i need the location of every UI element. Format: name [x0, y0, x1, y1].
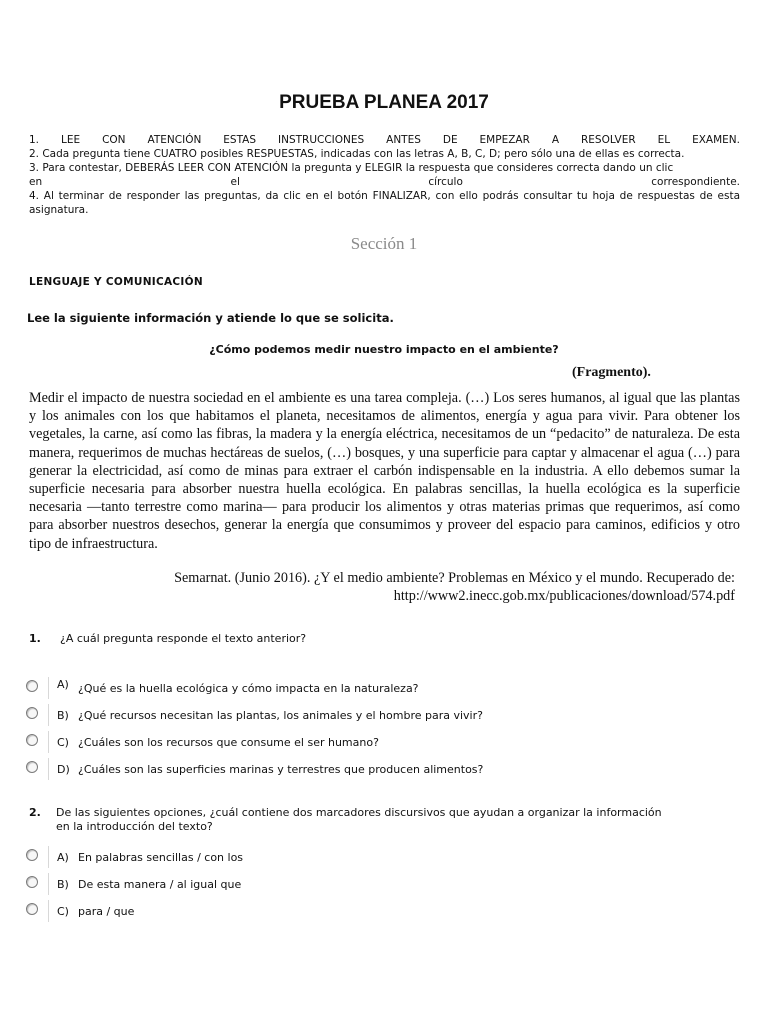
- reading-passage: Medir el impacto de nuestra sociedad en el ambiente es una tarea compleja. (…) Los seres humanos, al igual que las plantas y los animales con los que habitamos el planeta, necesitamos de alimentos, energía y agua para vivir. Para obtener los vegetales, la carne, así como las fibras, la madera y la energía eléctrica, necesitamos de un “pedacito” de naturaleza. De esta manera, requerimos de muchas hectáreas de suelos, (…) bosques, y una superficie para captar y almacenar el agua (…) para generar la electricidad, así como de minas para extraer el carbón indispensable en la industria. A ello debemos sumar la superficie necesaria para absorber nuestra huella ecológica. En palabras sencillas, la huella ecológica es la superficie necesaria —tanto terrestre como marina— para producir los alimentos y otras materias primas que requerimos, así como para absorber nuestros desechos, generar la energía que consumimos y proveer del espacio para caminos, edificios y otro tipo de infraestructura.: [29, 390, 740, 552]
- question-2-option-b[interactable]: [26, 873, 241, 895]
- option-letter: D): [57, 762, 70, 776]
- radio-circle-icon[interactable]: [26, 849, 38, 861]
- fragment-label: (Fragmento).: [572, 365, 651, 380]
- option-text: ¿Cuáles son los recursos que consume el ser humano?: [78, 735, 379, 749]
- option-text: ¿Qué es la huella ecológica y cómo impacta en la naturaleza?: [78, 681, 419, 695]
- radio-circle-icon[interactable]: [26, 876, 38, 888]
- citation: [174, 569, 735, 605]
- radio-circle-icon[interactable]: [26, 734, 38, 746]
- option-divider: [48, 677, 49, 699]
- option-text: En palabras sencillas / con los: [78, 850, 244, 864]
- option-letter: C): [57, 735, 69, 749]
- instruction-3: 3. Para contestar, DEBERÁS LEER CON ATENCIÓN la pregunta y ELEGIR la respuesta que consideres correcta dando un clic: [29, 162, 674, 174]
- option-divider: [48, 900, 49, 922]
- radio-circle-icon[interactable]: [26, 903, 38, 915]
- radio-circle-icon[interactable]: [26, 761, 38, 773]
- radio-circle-icon[interactable]: [26, 707, 38, 719]
- question-1-option-a[interactable]: [26, 677, 419, 699]
- question-2-option-c[interactable]: [26, 900, 134, 922]
- instruction-1: 1. LEE CON ATENCIÓN ESTAS INSTRUCCIONES ANTES DE EMPEZAR A RESOLVER EL EXAMEN.: [29, 134, 740, 146]
- option-divider: [48, 758, 49, 780]
- question-1-option-b[interactable]: [26, 704, 483, 726]
- option-letter: B): [57, 877, 69, 891]
- question-2-text-line-1: De las siguientes opciones, ¿cuál contiene dos marcadores discursivos que ayudan a organizar la información: [56, 806, 662, 819]
- question-2-option-a[interactable]: [26, 846, 243, 868]
- question-1-number: 1.: [29, 632, 41, 645]
- question-2-text: [56, 806, 662, 834]
- question-2-text-line-2: en la introducción del texto?: [56, 820, 213, 833]
- question-1-option-d[interactable]: [26, 758, 483, 780]
- question-1-option-c[interactable]: [26, 731, 379, 753]
- citation-url: http://www2.inecc.gob.mx/publicaciones/download/574.pdf: [393, 588, 735, 604]
- option-letter: B): [57, 708, 69, 722]
- subject-heading: LENGUAJE Y COMUNICACIÓN: [29, 276, 203, 288]
- option-text: ¿Qué recursos necesitan las plantas, los animales y el hombre para vivir?: [78, 708, 483, 722]
- option-divider: [48, 873, 49, 895]
- option-text: para / que: [78, 904, 135, 918]
- option-text: ¿Cuáles son las superficies marinas y terrestres que producen alimentos?: [78, 762, 484, 776]
- option-text: De esta manera / al igual que: [78, 877, 242, 891]
- option-letter: A): [57, 850, 69, 864]
- instruction-2: 2. Cada pregunta tiene CUATRO posibles RESPUESTAS, indicadas con las letras A, B, C, D; pero sólo una de ellas es correcta.: [29, 148, 685, 160]
- instruction-4: 4. Al terminar de responder las preguntas, da clic en el botón FINALIZAR, con ello podrás consultar tu hoja de respuestas de esta asignatura.: [29, 190, 740, 216]
- option-divider: [48, 704, 49, 726]
- reading-title: ¿Cómo podemos medir nuestro impacto en el ambiente?: [209, 343, 559, 356]
- page-title: PRUEBA PLANEA 2017: [279, 92, 489, 113]
- instruction-3-continued: en el círculo correspondiente.: [29, 176, 740, 188]
- option-divider: [48, 846, 49, 868]
- option-divider: [48, 731, 49, 753]
- option-letter: A): [57, 677, 69, 691]
- question-1-text: ¿A cuál pregunta responde el texto anterior?: [60, 632, 307, 645]
- lead-instruction: Lee la siguiente información y atiende lo que se solicita.: [27, 311, 394, 325]
- option-letter: C): [57, 904, 69, 918]
- section-title: Sección 1: [350, 234, 418, 253]
- question-2-number: 2.: [29, 806, 41, 819]
- citation-reference: Semarnat. (Junio 2016). ¿Y el medio ambiente? Problemas en México y el mundo. Recuperado de:: [174, 570, 735, 586]
- radio-circle-icon[interactable]: [26, 680, 38, 692]
